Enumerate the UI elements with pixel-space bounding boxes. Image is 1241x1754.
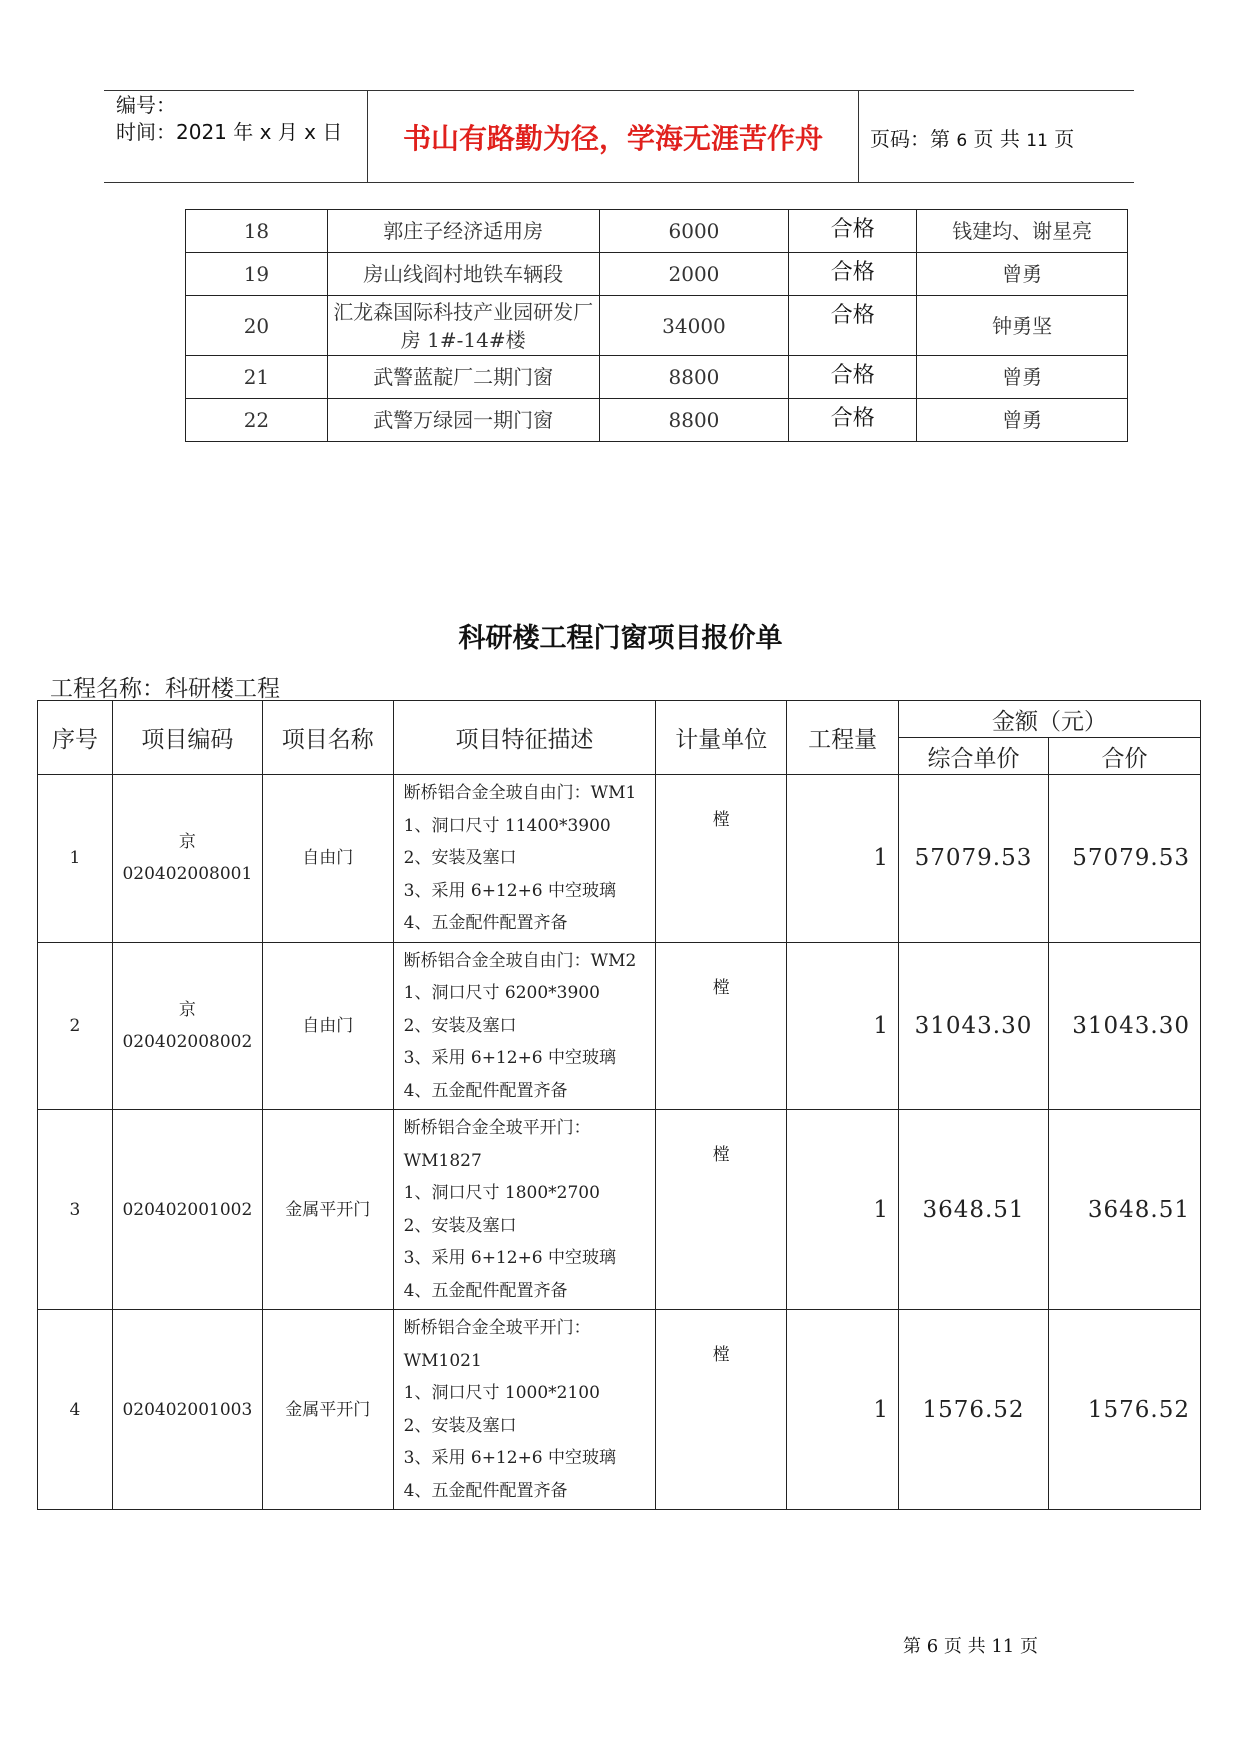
header-unit: 计量单位	[656, 701, 787, 775]
item-qty: 1	[787, 1110, 899, 1310]
project-row	[186, 399, 1128, 442]
project-name-cell: 房山线阎村地铁车辆段	[327, 253, 599, 296]
page-suffix: 页	[1054, 127, 1075, 151]
quote-table	[37, 700, 1201, 1510]
project-name: 工程名称：科研楼工程	[50, 676, 280, 702]
item-description-line: 断桥铝合金全玻平开门：	[403, 1118, 591, 1138]
item-description-line: 断桥铝合金全玻自由门：WM1	[403, 783, 637, 803]
quote-item-row	[38, 1110, 1201, 1310]
item-description-line: 3、采用 6+12+6 中空玻璃	[403, 1048, 617, 1068]
item-description	[393, 942, 656, 1110]
item-code-number: 020402001002	[122, 1199, 253, 1220]
item-total: 1576.52	[1048, 1310, 1200, 1510]
item-code	[112, 775, 262, 943]
item-unit-price: 57079.53	[899, 775, 1049, 943]
item-code	[112, 1310, 262, 1510]
document-time: 时间：2021 年 x 月 x 日	[116, 120, 343, 144]
project-result: 合格	[789, 399, 917, 442]
project-result: 合格	[789, 296, 917, 356]
project-person: 曾勇	[917, 253, 1128, 296]
project-person: 曾勇	[917, 399, 1128, 442]
item-qty: 1	[787, 942, 899, 1110]
item-total: 31043.30	[1048, 942, 1200, 1110]
item-description-line: 2、安装及塞口	[403, 1015, 517, 1036]
page-mid: 页 共	[973, 127, 1020, 151]
item-code-prefix: 京	[178, 832, 196, 853]
item-no: 4	[38, 1310, 113, 1510]
item-total: 57079.53	[1048, 775, 1200, 943]
project-no: 19	[186, 253, 328, 296]
header-divider-right	[858, 90, 859, 182]
header-bottom-rule	[104, 182, 1134, 183]
item-no: 3	[38, 1110, 113, 1310]
project-name-cell: 汇龙森国际科技产业园研发厂房 1#-14#楼	[327, 296, 599, 356]
project-person: 钱建均、谢星亮	[917, 210, 1128, 253]
project-no: 20	[186, 296, 328, 356]
item-description	[393, 1110, 656, 1310]
page-current: 6	[956, 131, 968, 151]
item-name: 金属平开门	[262, 1110, 393, 1310]
item-name: 自由门	[262, 942, 393, 1110]
item-description-line: 2、安装及塞口	[403, 1215, 517, 1236]
item-no: 2	[38, 942, 113, 1110]
header-no: 序号	[38, 701, 113, 775]
project-row	[186, 210, 1128, 253]
item-code-number: 020402001003	[122, 1399, 253, 1420]
item-total: 3648.51	[1048, 1110, 1200, 1310]
header-unit-price: 综合单价	[899, 738, 1049, 775]
project-row	[186, 296, 1128, 356]
item-unit: 樘	[656, 1110, 787, 1310]
item-description-line: 1、洞口尺寸 1000*2100	[403, 1383, 600, 1403]
project-row	[186, 356, 1128, 399]
header-total: 合价	[1048, 738, 1200, 775]
item-description	[393, 775, 656, 943]
item-name: 金属平开门	[262, 1310, 393, 1510]
project-result: 合格	[789, 210, 917, 253]
project-area: 6000	[599, 210, 789, 253]
header-meta	[116, 92, 342, 146]
header-amount: 金额（元）	[899, 701, 1201, 738]
item-description-line: 断桥铝合金全玻平开门：	[403, 1318, 591, 1338]
item-description-line: WM1021	[403, 1350, 482, 1371]
quote-title: 科研楼工程门窗项目报价单	[458, 623, 783, 654]
footer-page-text: 第 6 页 共 11 页	[903, 1636, 1038, 1657]
item-code	[112, 942, 262, 1110]
item-description-line: 4、五金配件配置齐备	[403, 1480, 568, 1501]
project-name-cell: 武警蓝靛厂二期门窗	[327, 356, 599, 399]
item-code-number: 020402008001	[122, 864, 253, 885]
item-description-line: 3、采用 6+12+6 中空玻璃	[403, 880, 617, 901]
page-prefix: 页码：第	[870, 127, 950, 151]
project-person: 钟勇坚	[917, 296, 1128, 356]
project-area: 34000	[599, 296, 789, 356]
project-area: 2000	[599, 253, 789, 296]
item-unit-price: 1576.52	[899, 1310, 1049, 1510]
item-code-number: 020402008002	[122, 1031, 253, 1052]
item-unit: 樘	[656, 775, 787, 943]
item-description-line: WM1827	[403, 1150, 482, 1171]
header-desc: 项目特征描述	[393, 701, 656, 775]
project-name-cell: 郭庄子经济适用房	[327, 210, 599, 253]
project-row	[186, 253, 1128, 296]
project-area: 8800	[599, 356, 789, 399]
item-description-line: 4、五金配件配置齐备	[403, 913, 568, 933]
item-description-line: 断桥铝合金全玻自由门：WM2	[403, 950, 637, 971]
item-no: 1	[38, 775, 113, 943]
item-unit-price: 31043.30	[899, 942, 1049, 1110]
item-name: 自由门	[262, 775, 393, 943]
item-description-line: 1、洞口尺寸 1800*2700	[403, 1183, 600, 1203]
header-code: 项目编码	[112, 701, 262, 775]
item-description-line: 4、五金配件配置齐备	[403, 1080, 568, 1101]
item-unit: 樘	[656, 942, 787, 1110]
item-qty: 1	[787, 1310, 899, 1510]
project-result: 合格	[789, 253, 917, 296]
projects-table	[185, 209, 1128, 442]
project-no: 18	[186, 210, 328, 253]
project-area: 8800	[599, 399, 789, 442]
project-person: 曾勇	[917, 356, 1128, 399]
item-description-line: 2、安装及塞口	[403, 848, 517, 868]
document-number-label: 编号：	[116, 93, 176, 117]
project-name-cell: 武警万绿园一期门窗	[327, 399, 599, 442]
header-qty: 工程量	[787, 701, 899, 775]
item-description-line: 4、五金配件配置齐备	[403, 1280, 568, 1301]
quote-item-row	[38, 942, 1201, 1110]
item-unit: 樘	[656, 1310, 787, 1510]
quote-item-row	[38, 775, 1201, 943]
page-total: 11	[1026, 131, 1048, 151]
item-description-line: 3、采用 6+12+6 中空玻璃	[403, 1248, 617, 1268]
item-description-line: 2、安装及塞口	[403, 1415, 517, 1436]
item-description-line: 1、洞口尺寸 6200*3900	[403, 983, 600, 1003]
item-code	[112, 1110, 262, 1310]
item-code-prefix: 京	[178, 999, 196, 1020]
item-description-line: 1、洞口尺寸 11400*3900	[403, 815, 611, 836]
project-no: 21	[186, 356, 328, 399]
header-name: 项目名称	[262, 701, 393, 775]
header-motto: 书山有路勤为径，学海无涯苦作舟	[402, 122, 823, 155]
header-page-number	[870, 123, 1074, 152]
item-description	[393, 1310, 656, 1510]
item-qty: 1	[787, 775, 899, 943]
project-no: 22	[186, 399, 328, 442]
item-unit-price: 3648.51	[899, 1110, 1049, 1310]
header-top-rule	[104, 90, 1134, 91]
item-description-line: 3、采用 6+12+6 中空玻璃	[403, 1448, 617, 1468]
quote-item-row	[38, 1310, 1201, 1510]
project-result: 合格	[789, 356, 917, 399]
